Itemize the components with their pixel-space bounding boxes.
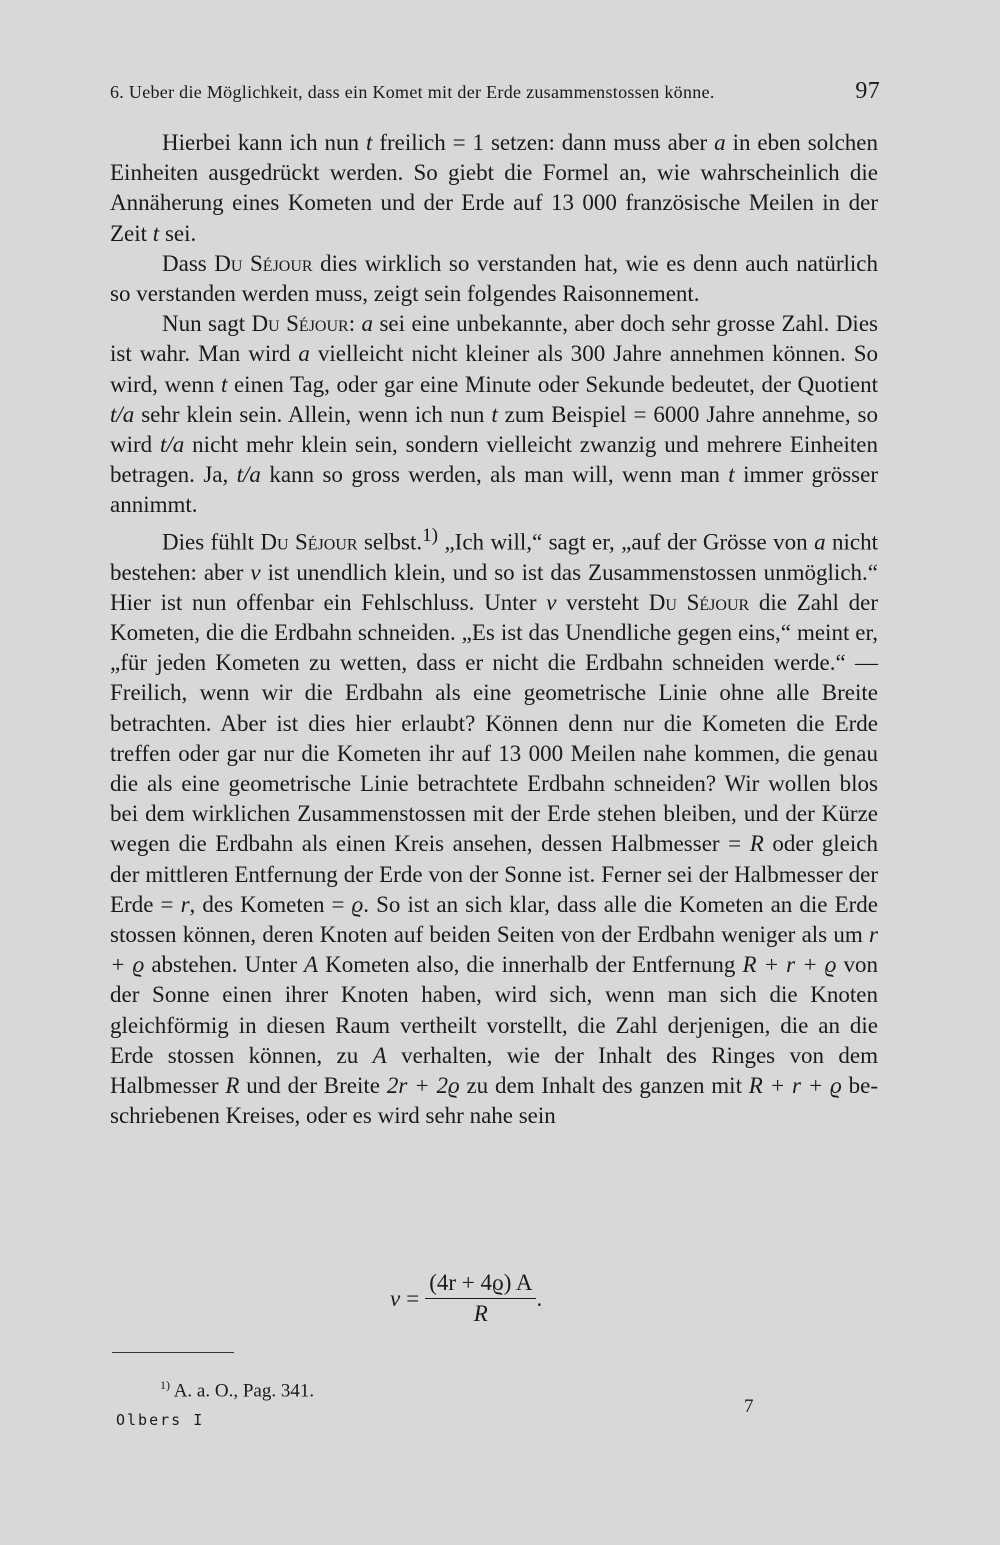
math-symbol: 2r + 2ϱ xyxy=(386,1072,460,1098)
formula-equals: = xyxy=(406,1285,420,1311)
text-run: beschriebenen Kreises, oder es wird sehr nahe sein xyxy=(110,1072,878,1129)
text-run: Hierbei kann ich nun xyxy=(162,130,366,155)
text-run: und der Breite xyxy=(239,1072,387,1098)
text-run: abstehen. Unter xyxy=(144,952,305,978)
running-header xyxy=(110,78,880,105)
math-symbol: R xyxy=(225,1072,240,1098)
math-symbol: R xyxy=(749,831,764,857)
text-run: von der Sonne einen ihrer Knoten haben, wird sich, wenn man sich die Knoten gleichförmig in diesen Raum vertheilt vorstellt, die Zahl derjenigen, die an die Erde stossen können, zu xyxy=(110,952,878,1068)
math-symbol: a xyxy=(814,529,826,555)
math-symbol: t/a xyxy=(160,432,185,458)
text-run: zum Beispiel = 6000 Jahre annehme, so wird xyxy=(110,401,878,458)
formula-denominator: R xyxy=(473,1301,488,1326)
paragraph xyxy=(110,309,878,520)
math-symbol: R + r + ϱ xyxy=(748,1072,842,1098)
footnote-mark: 1) xyxy=(160,1378,170,1392)
math-symbol: a xyxy=(361,311,374,337)
text-run: ist unendlich klein, und so ist das Zusammenstossen unmöglich.“ Hier ist nun offenbar ein Fehlschluss. Unter xyxy=(110,559,878,615)
text-run: , des Kometen = xyxy=(189,891,352,917)
formula-period: . xyxy=(536,1285,543,1311)
running-title: 6. Ueber die Möglichkeit, dass ein Komet mit der Erde zusammenstossen könne. xyxy=(110,82,715,102)
math-symbol: ϱ xyxy=(351,891,364,917)
footnote-ref: 1) xyxy=(422,524,439,546)
formula-numerator: (4r + 4ϱ) A xyxy=(425,1270,536,1299)
text-run: verhalten, wie der Inhalt des Ringes von dem Halbmesser xyxy=(110,1042,878,1098)
body-text xyxy=(110,128,878,1131)
math-symbol: t xyxy=(366,130,373,155)
math-symbol: t xyxy=(152,220,160,246)
text-run: die Zahl der Kometen, die die Erdbahn schneiden. „Es ist das Unendliche gegen eins,“ meint er, „für jeden Kometen zu wetten, dass er nicht die Erdbahn schneiden werde.“ — Freilich, wenn wir die Erdbahn als eine geometrische Linie ohne alle Breite betrachten. Aber ist dies hier erlaubt? Können denn nur die Kometen die Erde treffen oder gar nur die Kometen ihr auf 13 000 Meilen nahe kommen, die genau die als eine geometrische Linie betrachtete Erdbahn schneiden? Wir wollen blos bei dem wirklichen Zusammenstossen mit der Erde stehen bleiben, und der Kürze wegen die Erdbahn als einen Kreis ansehen, dessen Halbmesser = xyxy=(110,589,878,857)
text-run: sehr klein sein. Allein, wenn ich nun xyxy=(134,401,492,427)
signature-mark: Olbers I xyxy=(116,1411,205,1429)
sheet-number: 7 xyxy=(744,1396,754,1417)
author-name: Du Séjour xyxy=(648,589,750,615)
text-run: sei eine unbekannte, aber doch sehr grosse Zahl. Dies ist wahr. Man wird xyxy=(110,311,878,367)
text-run: freilich = 1 setzen: dann muss aber xyxy=(372,130,715,155)
math-symbol: t xyxy=(220,371,228,397)
formula-lhs: ν xyxy=(390,1285,401,1311)
text-run: Nun sagt xyxy=(162,311,252,337)
text-run: Kometen also, die innerhalb der Entfernung xyxy=(318,952,743,978)
display-formula xyxy=(390,1270,542,1327)
formula-fraction xyxy=(425,1270,536,1327)
math-symbol: a xyxy=(714,130,726,155)
text-run: versteht xyxy=(556,589,649,615)
paragraph xyxy=(110,128,878,249)
math-symbol: ν xyxy=(546,589,557,615)
text-run: . So ist an sich klar, dass alle die Kometen an die Erde stossen können, deren Knoten auf beiden Seiten von der Erdbahn weniger als um xyxy=(110,891,879,947)
text-run: nicht mehr klein sein, sondern vielleicht zwanzig und mehrere Einheiten betragen. Ja, xyxy=(110,432,878,488)
math-symbol: t/a xyxy=(236,462,261,488)
page-number: 97 xyxy=(855,78,880,104)
text-run: dies wirklich so verstanden hat, wie es denn auch natürlich so verstanden werden muss, zeigt sein folgendes Raisonnement. xyxy=(110,250,878,307)
paragraph xyxy=(110,521,878,1132)
author-name: Du Séjour xyxy=(260,529,358,555)
text-run: nicht bestehen: aber xyxy=(110,529,878,585)
text-run: zu dem Inhalt des ganzen mit xyxy=(459,1072,749,1098)
footnote-rule xyxy=(112,1352,234,1353)
text-run: oder gleich der mittleren Entfernung der Erde von der Sonne ist. Ferner sei der Halbmesser der Erde = xyxy=(110,831,878,917)
author-name: Du Séjour xyxy=(251,311,349,337)
text-run: selbst. xyxy=(357,529,423,555)
text-run: : xyxy=(348,311,362,337)
text-run: kann so gross werden, als man will, wenn man xyxy=(260,462,729,488)
author-name: Du Séjour xyxy=(214,250,313,276)
text-run: sei. xyxy=(159,220,197,246)
paragraph xyxy=(110,249,878,309)
math-symbol: a xyxy=(298,341,310,367)
text-run: Dass xyxy=(162,250,215,276)
math-symbol: R + r + ϱ xyxy=(742,952,837,978)
math-symbol: t xyxy=(728,462,735,488)
text-run: vielleicht nicht kleiner als 300 Jahre annehmen können. So wird, wenn xyxy=(110,341,878,397)
text-run: einen Tag, oder gar eine Minute oder Sekunde bedeutet, der Quotient xyxy=(227,371,878,397)
text-run: immer grösser annimmt. xyxy=(110,462,878,518)
footnote-text: A. a. O., Pag. 341. xyxy=(173,1380,315,1402)
math-symbol: t xyxy=(491,401,498,427)
math-symbol: r + ϱ xyxy=(110,921,878,978)
math-symbol: A xyxy=(372,1042,387,1068)
math-symbol: ν xyxy=(250,559,261,585)
text-run: „Ich will,“ sagt er, „auf der Grösse von xyxy=(438,529,815,555)
footnote xyxy=(160,1378,314,1402)
math-symbol: t/a xyxy=(110,401,135,427)
text-run: in eben solchen Einheiten ausgedrückt werden. So giebt die Formel an, wie wahrscheinlich die Annäherung eines Kometen und der Erde auf 13 000 französische Meilen in der Zeit xyxy=(110,130,878,246)
math-symbol: r xyxy=(180,891,190,917)
math-symbol: A xyxy=(304,952,319,978)
text-run: Dies fühlt xyxy=(162,529,261,555)
